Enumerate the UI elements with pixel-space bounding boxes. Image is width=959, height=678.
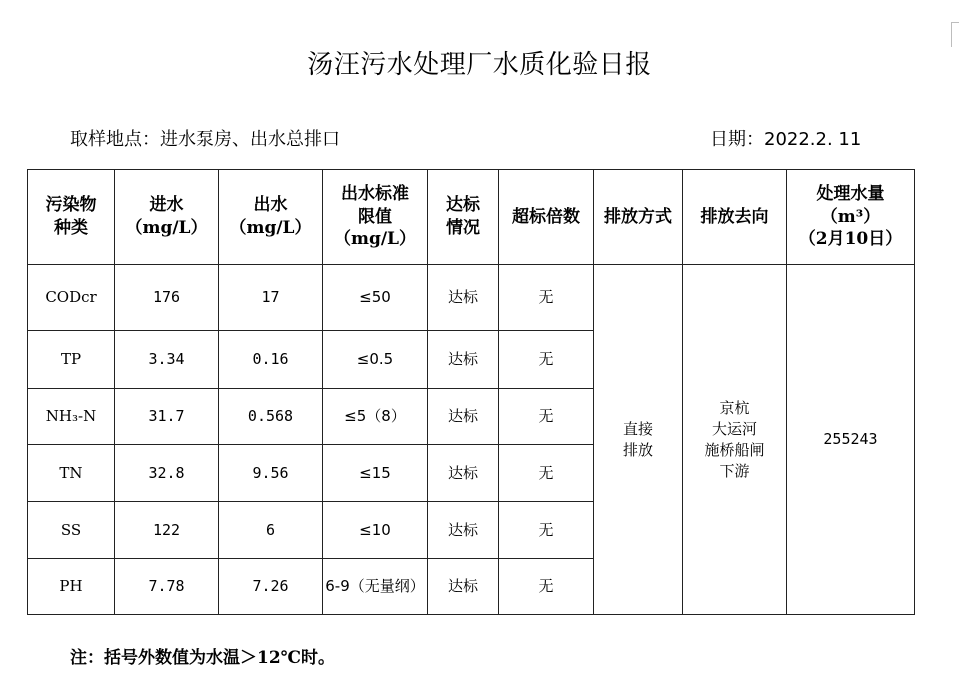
header-line: 出水标准 [341, 183, 409, 204]
status-cell: 达标 [428, 389, 499, 445]
header-line: 超标倍数 [512, 206, 580, 227]
inflow-cell: 7.78 [115, 559, 219, 615]
header-line: 排放去向 [700, 206, 769, 227]
header-line: 处理水量 [816, 183, 885, 204]
exceed-cell: 无 [499, 559, 594, 615]
header-line: （2月10日） [798, 229, 903, 250]
report-title: 汤汪污水处理厂水质化验日报 [307, 50, 652, 80]
discharge-destination-cell [683, 265, 787, 615]
discharge-destination-line: 下游 [719, 461, 750, 480]
header-treatment-volume [787, 170, 915, 265]
report-date: 日期：2022.2. 11 [710, 129, 862, 150]
header-discharge-destination [683, 170, 787, 265]
header-line: （m³） [820, 206, 881, 227]
status-cell: 达标 [428, 265, 499, 331]
limit-cell: ≤10 [323, 502, 428, 559]
header-line: 排放方式 [604, 206, 672, 227]
header-discharge-method [594, 170, 683, 265]
treatment-volume-cell: 255243 [787, 265, 915, 615]
pollutant-cell: TN [28, 445, 115, 502]
header-line: 种类 [54, 218, 88, 238]
header-line: （mg/L） [333, 229, 417, 250]
pollutant-cell: SS [28, 502, 115, 559]
limit-cell: ≤15 [323, 445, 428, 502]
header-line: 污染物 [45, 195, 97, 216]
outflow-cell: 0.16 [219, 331, 323, 389]
discharge-method-line: 排放 [622, 440, 653, 459]
status-cell: 达标 [428, 445, 499, 502]
water-quality-table [27, 169, 915, 615]
outflow-cell: 6 [219, 502, 323, 559]
table-row [28, 265, 915, 331]
header-exceed [499, 170, 594, 265]
status-cell: 达标 [428, 331, 499, 389]
pollutant-cell: NH₃-N [28, 389, 115, 445]
exceed-cell: 无 [499, 389, 594, 445]
discharge-destination-line: 京杭 [719, 398, 750, 417]
limit-cell: ≤5（8） [323, 389, 428, 445]
inflow-cell: 32.8 [115, 445, 219, 502]
inflow-cell: 31.7 [115, 389, 219, 445]
exceed-cell: 无 [499, 331, 594, 389]
discharge-destination-line: 大运河 [711, 419, 757, 438]
exceed-cell: 无 [499, 445, 594, 502]
exceed-cell: 无 [499, 502, 594, 559]
pollutant-cell: TP [28, 331, 115, 389]
header-limit [323, 170, 428, 265]
limit-cell: ≤50 [323, 265, 428, 331]
limit-cell: 6-9（无量纲） [323, 559, 428, 615]
sampling-location: 取样地点：进水泵房、出水总排口 [70, 129, 340, 150]
header-line: 达标 [446, 195, 480, 216]
header-status [428, 170, 499, 265]
inflow-cell: 122 [115, 502, 219, 559]
outflow-cell: 9.56 [219, 445, 323, 502]
inflow-cell: 3.34 [115, 331, 219, 389]
outflow-cell: 7.26 [219, 559, 323, 615]
header-line: 限值 [358, 206, 392, 227]
inflow-cell: 176 [115, 265, 219, 331]
header-pollutant [28, 170, 115, 265]
limit-cell: ≤0.5 [323, 331, 428, 389]
discharge-destination-line: 施桥船闸 [704, 440, 765, 459]
header-line: 进水 [149, 195, 184, 216]
header-inflow [115, 170, 219, 265]
header-line: （mg/L） [229, 218, 312, 238]
header-line: （mg/L） [125, 218, 208, 238]
discharge-method-line: 直接 [622, 419, 653, 438]
status-cell: 达标 [428, 559, 499, 615]
header-outflow [219, 170, 323, 265]
outflow-cell: 0.568 [219, 389, 323, 445]
outflow-cell: 17 [219, 265, 323, 331]
status-cell: 达标 [428, 502, 499, 559]
footnote: 注：括号外数值为水温＞12℃时。 [70, 648, 336, 668]
pollutant-cell: CODcr [28, 265, 115, 331]
table-header-row [28, 170, 915, 265]
header-line: 出水 [253, 195, 288, 216]
pollutant-cell: PH [28, 559, 115, 615]
header-line: 情况 [446, 218, 480, 238]
exceed-cell: 无 [499, 265, 594, 331]
discharge-method-cell [594, 265, 683, 615]
